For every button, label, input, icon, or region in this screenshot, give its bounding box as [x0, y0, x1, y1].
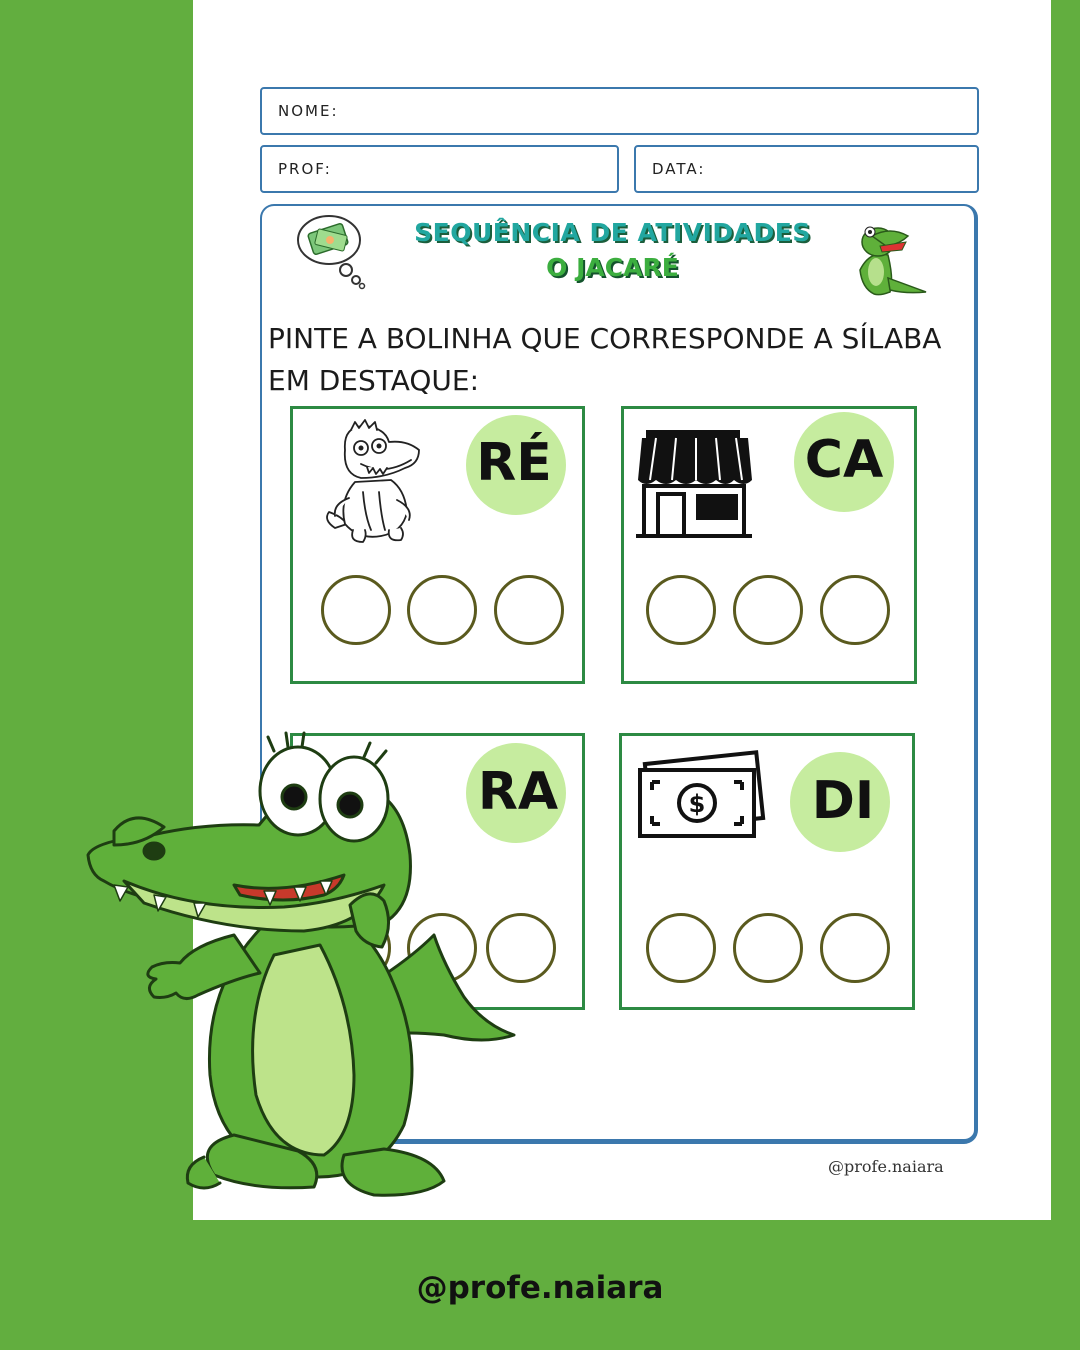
- worksheet-title: SEQUÊNCIA DE ATIVIDADES: [414, 218, 811, 247]
- money-bill-icon: [638, 754, 770, 840]
- answer-circle-ca-1[interactable]: [646, 575, 716, 645]
- instruction-text: PINTE A BOLINHA QUE CORRESPONDE A SÍLABA EM DESTAQUE:: [268, 322, 942, 397]
- date-label: DATA:: [652, 160, 706, 178]
- sheet-credit: @profe.naiara: [828, 1157, 944, 1176]
- cartoon-crocodile-illustration: [84, 735, 524, 1210]
- syllable-re: RÉ: [476, 433, 552, 493]
- answer-circle-re-1[interactable]: [321, 575, 391, 645]
- syllable-di: DI: [811, 771, 875, 831]
- answer-circle-di-2[interactable]: [733, 913, 803, 983]
- syllable-ca: CA: [804, 430, 884, 490]
- thought-bubble-icon: [296, 212, 376, 290]
- page-credit: @profe.naiara: [416, 1270, 664, 1306]
- answer-circle-di-1[interactable]: [646, 913, 716, 983]
- worksheet-subtitle: O JACARÉ: [546, 253, 679, 282]
- shop-icon: [636, 430, 754, 538]
- name-label: NOME:: [278, 102, 339, 120]
- small-crocodile-icon: [850, 220, 930, 300]
- date-field[interactable]: [634, 145, 979, 193]
- answer-circle-di-3[interactable]: [820, 913, 890, 983]
- name-field[interactable]: [260, 87, 979, 135]
- answer-circle-re-3[interactable]: [494, 575, 564, 645]
- teacher-field[interactable]: [260, 145, 619, 193]
- answer-circle-ca-3[interactable]: [820, 575, 890, 645]
- answer-circle-re-2[interactable]: [407, 575, 477, 645]
- svg-text:$: $: [688, 790, 706, 818]
- syllable-ra: RA: [477, 762, 559, 822]
- crocodile-sketch-icon: [315, 420, 425, 545]
- teacher-label: PROF:: [278, 160, 332, 178]
- answer-circle-ca-2[interactable]: [733, 575, 803, 645]
